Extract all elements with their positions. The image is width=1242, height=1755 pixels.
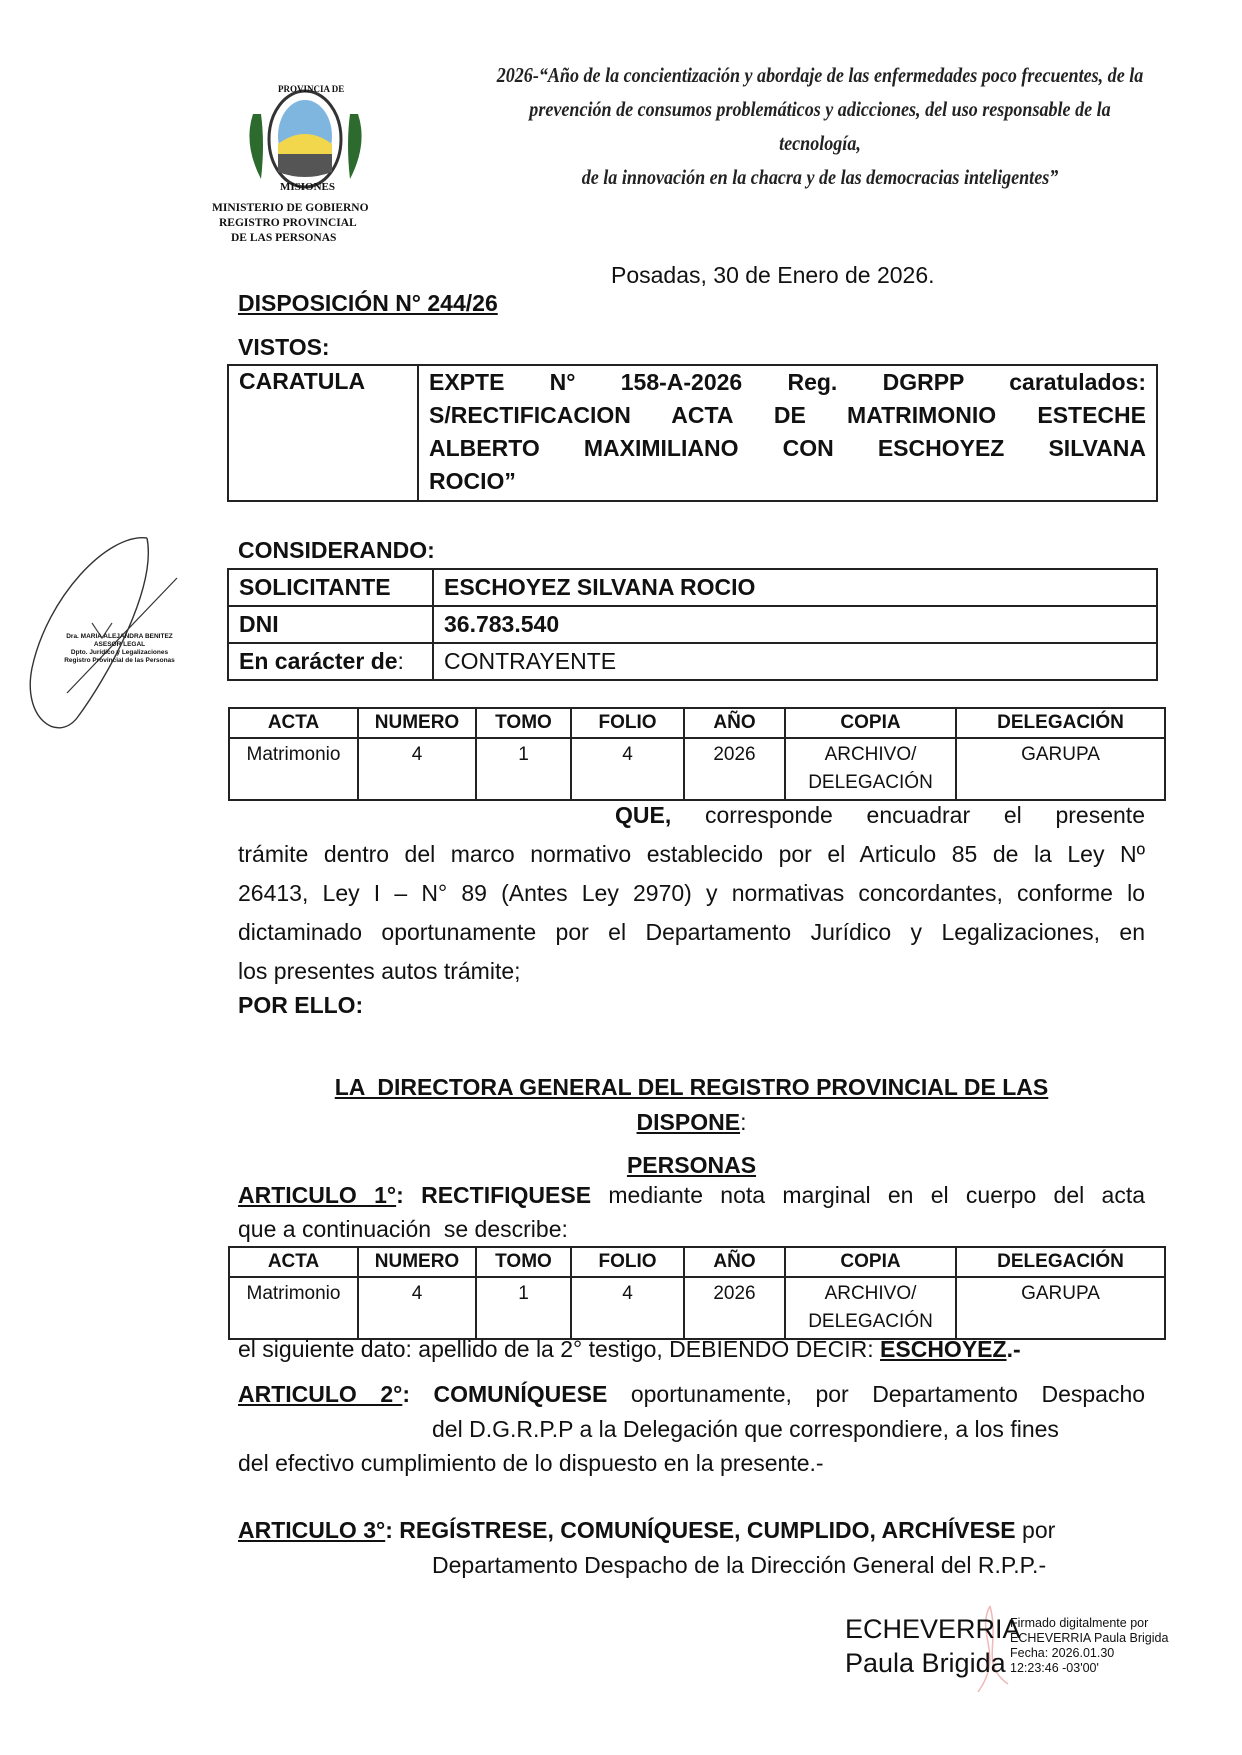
province-seal: [243, 84, 368, 194]
considerando-heading: CONSIDERANDO:: [238, 537, 435, 563]
signature-detail-line: Firmado digitalmente por: [1010, 1616, 1149, 1630]
table-header-row: [229, 708, 1165, 738]
col-anio: AÑO: [684, 708, 785, 738]
directora-line: PERSONAS: [626, 1152, 757, 1178]
que-lead: QUE,: [615, 802, 672, 828]
cell-anio: 2026: [684, 1277, 785, 1339]
cell-copia: ARCHIVO/ DELEGACIÓN: [785, 1277, 956, 1339]
vistos-heading: VISTOS:: [238, 334, 330, 360]
caratula-value: [418, 365, 1157, 501]
que-first-line: [238, 796, 1145, 835]
dispone-label: DISPONE: [636, 1109, 741, 1135]
col-copia: COPIA: [785, 1247, 956, 1277]
signature-detail-line: Fecha: 2026.01.30: [1010, 1646, 1115, 1660]
article-3: [238, 1513, 1145, 1583]
stamp-line: Dra. MARIA ALEJANDRA BENITEZ: [66, 633, 173, 640]
cell-delegacion: GARUPA: [956, 1277, 1165, 1339]
cell-numero: 4: [358, 1277, 476, 1339]
table-row: [229, 1277, 1165, 1339]
table-row: [228, 643, 1157, 680]
cell-copia: ARCHIVO/ DELEGACIÓN: [785, 738, 956, 800]
article-3-colon: :: [385, 1517, 393, 1543]
col-tomo: TOMO: [476, 1247, 571, 1277]
article-1-verb: RECTIFIQUESE: [421, 1182, 592, 1208]
applicant-label: SOLICITANTE: [228, 569, 433, 606]
table-header-row: [229, 1247, 1165, 1277]
motto-line: 2026-“Año de la concientización y abordaje de las enfermedades poco frecuentes, de la: [496, 63, 1144, 87]
signature-detail-line: 12:23:46 -03'00': [1010, 1661, 1099, 1675]
col-anio: AÑO: [684, 1247, 785, 1277]
stamp-line: ASESOR LEGAL: [93, 641, 146, 648]
caratula-table: [227, 364, 1158, 502]
article-1-colon: :: [396, 1182, 404, 1208]
col-copia: COPIA: [785, 708, 956, 738]
cell-numero: 4: [358, 738, 476, 800]
ministry-heading: [212, 201, 369, 246]
cell-tomo: 1: [476, 1277, 571, 1339]
col-acta: ACTA: [229, 708, 358, 738]
ministry-line: MINISTERIO DE GOBIERNO: [212, 202, 369, 214]
article-1-label: ARTICULO 1°: [238, 1182, 397, 1208]
cell-anio: 2026: [684, 738, 785, 800]
detail-end: .-: [1006, 1336, 1021, 1362]
article-2-text: oportunamente, por Departamento Despacho: [630, 1381, 1146, 1407]
col-tomo: TOMO: [476, 708, 571, 738]
ministry-line: DE LAS PERSONAS: [231, 232, 337, 244]
por-ello-heading: POR ELLO:: [238, 992, 364, 1018]
ministry-line: REGISTRO PROVINCIAL: [219, 217, 357, 229]
dni-label: DNI: [228, 606, 433, 643]
motto-line: de la innovación en la chacra y de las democracias inteligentes”: [581, 165, 1059, 189]
article-1-line: que a continuación se describe:: [238, 1216, 568, 1242]
col-acta: ACTA: [229, 1247, 358, 1277]
article-3-verbs: REGÍSTRESE, COMUNÍQUESE, CUMPLIDO, ARCHÍVESE: [399, 1517, 1016, 1543]
article-1-detail: [238, 1334, 1021, 1364]
article-2-colon: :: [402, 1381, 410, 1407]
table-row: [228, 606, 1157, 643]
dispone-heading: [238, 1107, 1145, 1137]
document-date: Posadas, 30 de Enero de 2026.: [611, 262, 935, 288]
role-label: En carácter de: [239, 648, 398, 674]
article-2-line: del efectivo cumplimiento de lo dispuesto en la presente.-: [238, 1450, 824, 1476]
caratula-line: ROCIO”: [429, 468, 516, 494]
caratula-line: ALBERTO MAXIMILIANO CON ESCHOYEZ SILVANA: [429, 435, 1146, 461]
role-colon: :: [397, 648, 404, 674]
seal-text-top: PROVINCIA DE: [278, 84, 345, 94]
cell-folio: 4: [571, 1277, 684, 1339]
table-row: [228, 569, 1157, 606]
acta-table-2: [228, 1246, 1166, 1340]
cell-tomo: 1: [476, 738, 571, 800]
signer-surname: ECHEVERRIA: [845, 1614, 1021, 1644]
que-paragraph: [238, 796, 1145, 991]
applicant-table: [227, 568, 1158, 681]
signer-given-name: Paula Brigida: [845, 1648, 1006, 1678]
que-text: corresponde encuadrar el presente: [704, 802, 1145, 828]
disposition-title: DISPOSICIÓN N° 244/26: [238, 290, 498, 316]
signature-details: [1010, 1616, 1168, 1676]
year-motto: [493, 58, 1147, 194]
role-value: CONTRAYENTE: [433, 643, 1157, 680]
detail-surname: ESCHOYEZ: [880, 1336, 1007, 1362]
cell-acta: Matrimonio: [229, 1277, 358, 1339]
seal-text-bottom: MISIONES: [280, 181, 336, 193]
cell-delegacion: GARUPA: [956, 738, 1165, 800]
cell-folio: 4: [571, 738, 684, 800]
caratula-line: S/RECTIFICACION ACTA DE MATRIMONIO ESTECHE: [429, 402, 1146, 428]
role-label-cell: [228, 643, 433, 680]
que-line: los presentes autos trámite;: [238, 958, 521, 984]
legal-advisor-stamp: [62, 633, 177, 665]
stamp-line: Dpto. Jurídico y Legalizaciones: [70, 649, 169, 656]
col-delegacion: DELEGACIÓN: [956, 1247, 1165, 1277]
applicant-value: ESCHOYEZ SILVANA ROCIO: [433, 569, 1157, 606]
article-2: [238, 1377, 1145, 1481]
detail-text: el siguiente dato: apellido de la 2° testigo, DEBIENDO DECIR:: [238, 1336, 881, 1362]
article-1-text: mediante nota marginal en el cuerpo del acta: [608, 1182, 1146, 1208]
dni-value: 36.783.540: [433, 606, 1157, 643]
col-folio: FOLIO: [571, 708, 684, 738]
caratula-line: EXPTE N° 158-A-2026 Reg. DGRPP caratulados:: [429, 369, 1146, 395]
handwritten-signature: [17, 528, 182, 748]
article-2-line: [238, 1377, 1145, 1412]
directora-line: LA DIRECTORA GENERAL DEL REGISTRO PROVINCIAL DE LAS: [334, 1074, 1049, 1100]
caratula-label: CARATULA: [228, 365, 418, 501]
que-line: dictaminado oportunamente por el Departamento Jurídico y Legalizaciones, en: [238, 919, 1145, 945]
article-2-line: del D.G.R.P.P a la Delegación que correspondiere, a los fines: [432, 1415, 1059, 1442]
stamp-line: Registro Provincial de las Personas: [64, 657, 175, 664]
article-1: [238, 1178, 1145, 1246]
acta-table: [228, 707, 1166, 801]
col-numero: NUMERO: [358, 708, 476, 738]
article-3-text: por: [1015, 1517, 1056, 1543]
signature-detail-line: ECHEVERRIA Paula Brigida: [1010, 1631, 1169, 1645]
col-numero: NUMERO: [358, 1247, 476, 1277]
article-2-label: ARTICULO 2°: [238, 1381, 403, 1407]
dispone-colon: :: [740, 1109, 747, 1135]
motto-line: prevención de consumos problemáticos y adicciones, del uso responsable de la tecnología,: [529, 97, 1111, 155]
cell-acta: Matrimonio: [229, 738, 358, 800]
article-2-verb: COMUNÍQUESE: [433, 1381, 608, 1407]
que-line: trámite dentro del marco normativo establecido por el Articulo 85 de la Ley Nº: [238, 841, 1145, 867]
article-3-label: ARTICULO 3°: [238, 1517, 386, 1543]
col-folio: FOLIO: [571, 1247, 684, 1277]
table-row: [229, 738, 1165, 800]
col-delegacion: DELEGACIÓN: [956, 708, 1165, 738]
article-1-line: [238, 1178, 1145, 1212]
article-3-line: [238, 1513, 1145, 1548]
digital-signature: [845, 1604, 1175, 1694]
article-3-line: Departamento Despacho de la Dirección General del R.P.P.-: [432, 1552, 1047, 1578]
que-line: 26413, Ley I – N° 89 (Antes Ley 2970) y normativas concordantes, conforme lo: [238, 880, 1145, 906]
